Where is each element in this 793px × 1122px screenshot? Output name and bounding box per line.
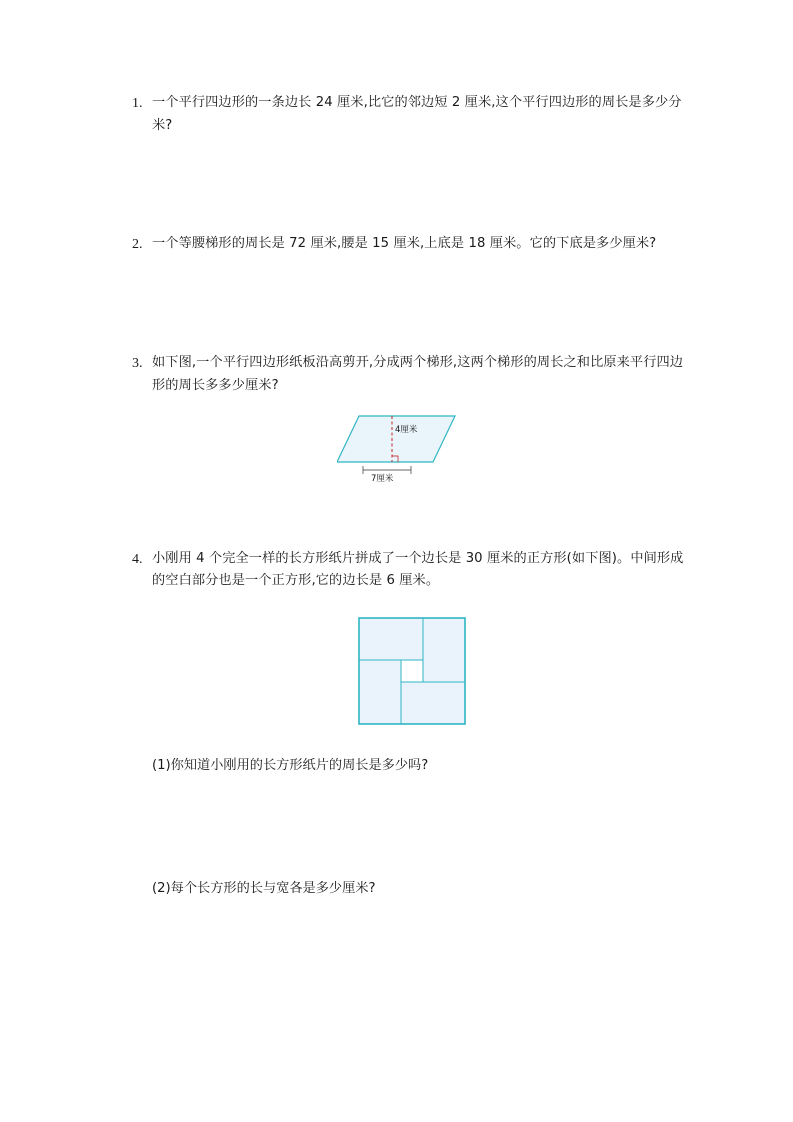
- problem-3-number: 3.: [132, 356, 143, 372]
- problem-2-line: [132, 233, 692, 256]
- problem-4-line: [132, 548, 692, 593]
- problem-4-number: 4.: [132, 551, 143, 567]
- problem-3: [132, 352, 692, 485]
- problem-3-text: 如下图,一个平行四边形纸板沿高剪开,分成两个梯形,这两个梯形的周长之和比原来平行四边形的周长多多少厘米?: [152, 355, 684, 393]
- height-label: 4厘米: [395, 424, 418, 435]
- base-label: 7厘米: [371, 473, 394, 484]
- answer-space-4-1: [132, 778, 692, 878]
- problem-1-number: 1.: [132, 96, 143, 111]
- problem-2-text: 一个等腰梯形的周长是 72 厘米,腰是 15 厘米,上底是 18 厘米。它的下底是多少厘米?: [152, 236, 657, 252]
- problem-1-line: [132, 92, 692, 137]
- spacer-before-sub1: [132, 725, 692, 755]
- problem-list: [132, 92, 692, 900]
- problem-4-figure-wrap: [132, 603, 692, 725]
- problem-4-text: 小刚用 4 个完全一样的长方形纸片拼成了一个边长是 30 厘米的正方形(如下图)。中间形成的空白部分也是一个正方形,它的边长是 6 厘米。: [152, 550, 684, 589]
- inner-white-square: [401, 660, 423, 682]
- answer-space-2: [132, 256, 692, 352]
- parallelogram-shape: [337, 416, 455, 462]
- answer-space-1: [132, 137, 692, 233]
- problem-4: [132, 548, 692, 901]
- problem-2: [132, 233, 692, 256]
- parallelogram-cut-figure: [337, 408, 487, 486]
- problem-2-number: 2.: [132, 237, 143, 253]
- four-rectangles-square-figure: [358, 617, 466, 725]
- problem-3-line: [132, 352, 692, 397]
- problem-3-figure-wrap: [132, 408, 692, 486]
- problem-1: [132, 92, 692, 137]
- problem-1-text: 一个平行四边形的一条边长 24 厘米,比它的邻边短 2 厘米,这个平行四边形的周长是多少分米?: [152, 95, 682, 133]
- answer-space-3: [132, 486, 692, 548]
- problem-4-sub-1: (1)你知道小刚用的长方形纸片的周长是多少吗?: [152, 757, 429, 773]
- problem-4-sub-2: (2)每个长方形的长与宽各是多少厘米?: [152, 880, 376, 896]
